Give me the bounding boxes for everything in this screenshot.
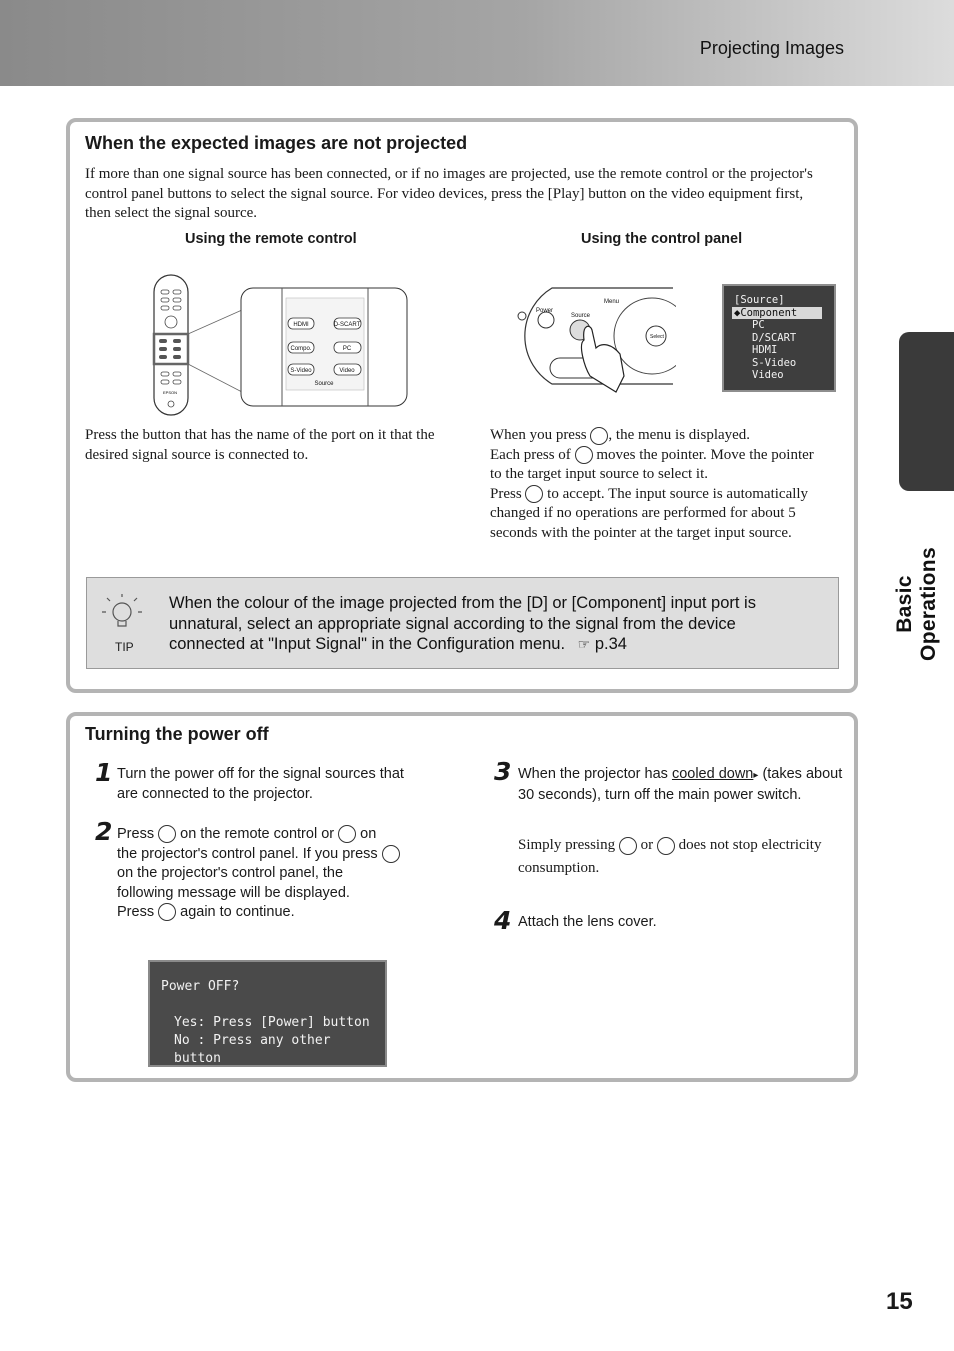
source-item: S-Video bbox=[752, 356, 797, 369]
source-item: HDMI bbox=[752, 344, 778, 356]
step-text: Press bbox=[117, 826, 155, 842]
off-button-icon bbox=[619, 837, 637, 855]
panel-heading: Using the control panel bbox=[581, 231, 743, 247]
page-header-bar bbox=[0, 0, 954, 86]
note-text: does not stop electricity consumption. bbox=[518, 837, 822, 876]
header-title: Projecting Images bbox=[699, 38, 844, 58]
step-number: 3 bbox=[494, 757, 512, 786]
remote-btn-dscart: D-SCART bbox=[333, 322, 361, 328]
osd-line: Yes: Press [Power] button bbox=[174, 1015, 370, 1030]
panel-text-line: When you press bbox=[490, 427, 587, 443]
link-arrow-icon: ▸ bbox=[753, 770, 759, 781]
page-number: 15 bbox=[886, 1288, 913, 1315]
tip-body: When the colour of the image projected from the [D] or [Component] input port is unnatural, select an appropriate signal according to the signal from the device connected at "Input Signal" in the Configuration menu. bbox=[169, 594, 756, 653]
step-text: again to continue. bbox=[180, 904, 295, 920]
note-text: Simply pressing bbox=[518, 837, 616, 853]
step-text: following message will be displayed. bbox=[117, 884, 350, 901]
source-item: D/SCART bbox=[752, 331, 797, 344]
panel-menu-label: Menu bbox=[604, 299, 620, 305]
osd-line: Power OFF? bbox=[161, 979, 240, 994]
section-tab bbox=[899, 332, 954, 491]
step-number: 1 bbox=[95, 758, 113, 787]
source-menu-selected: ◆Component bbox=[732, 307, 822, 320]
remote-source-label: Source bbox=[314, 381, 334, 387]
step-text: Press bbox=[117, 904, 155, 920]
remote-btn-compo: Compo. bbox=[290, 346, 312, 352]
source-button-icon bbox=[590, 427, 608, 445]
step-text: (takes about 30 seconds), turn off the main power switch. bbox=[518, 766, 843, 803]
note-text: or bbox=[640, 837, 654, 853]
remote-brand: EPSON bbox=[163, 390, 178, 395]
panel-select-label: Select bbox=[650, 334, 664, 340]
panel-text-line: to the target input source to select it. bbox=[490, 466, 708, 482]
panel-source-label: Source bbox=[571, 313, 591, 319]
source-button-icon bbox=[575, 446, 593, 464]
reference-pointer-icon: ☞ bbox=[577, 636, 591, 652]
remote-heading: Using the remote control bbox=[185, 231, 357, 247]
tip-page-ref[interactable]: p.34 bbox=[594, 635, 627, 653]
remote-btn-video: Video bbox=[339, 368, 355, 374]
power-button-icon bbox=[158, 903, 176, 921]
power-button-icon bbox=[338, 825, 356, 843]
lightbulb-icon bbox=[100, 592, 144, 636]
power-off-osd bbox=[148, 960, 387, 1067]
step-text: on the projector's control panel, the bbox=[117, 865, 344, 881]
panel-text-line: Press bbox=[490, 485, 522, 502]
panel-text-line: seconds with the pointer at the target input source. bbox=[490, 524, 792, 541]
remote-instructions: Press the button that has the name of the port on it that the desired signal source is connected to. bbox=[85, 427, 435, 463]
section2-heading: Turning the power off bbox=[85, 724, 269, 744]
step3-note bbox=[518, 834, 823, 880]
source-item: PC bbox=[752, 319, 765, 331]
step-number: 2 bbox=[95, 817, 113, 846]
power-button-icon bbox=[382, 845, 400, 863]
control-panel-illustration bbox=[492, 284, 676, 396]
panel-text-line: moves the pointer. Move the pointer bbox=[596, 446, 814, 463]
power-button-icon bbox=[657, 837, 675, 855]
panel-text-line: Each press of bbox=[490, 446, 571, 463]
source-menu-osd bbox=[722, 284, 836, 392]
step-text: When the projector has bbox=[518, 766, 668, 782]
step4-text: Attach the lens cover. bbox=[518, 914, 657, 930]
source-item: Video bbox=[752, 369, 784, 381]
step2-text bbox=[117, 825, 447, 923]
source-menu-title: [Source] bbox=[734, 294, 785, 306]
remote-btn-hdmi: HDMI bbox=[293, 322, 309, 328]
panel-text-line: , the menu is displayed. bbox=[608, 427, 751, 443]
step-text: on bbox=[360, 826, 377, 842]
remote-control-illustration bbox=[150, 272, 410, 420]
step-number: 4 bbox=[494, 906, 512, 935]
section1-heading: When the expected images are not projected bbox=[85, 133, 468, 153]
remote-btn-pc: PC bbox=[342, 346, 352, 352]
panel-text-line: changed if no operations are performed for about 5 bbox=[490, 505, 796, 521]
remote-btn-svideo: S-Video bbox=[290, 368, 312, 374]
cooled-down-link[interactable]: cooled down bbox=[671, 766, 754, 782]
off-button-icon bbox=[158, 825, 176, 843]
panel-instructions bbox=[490, 426, 840, 543]
select-button-icon bbox=[525, 485, 543, 503]
panel-text-line: to accept. The input source is automatically bbox=[547, 485, 809, 502]
tip-label: TIP bbox=[115, 640, 134, 654]
section1-intro: If more than one signal source has been connected, or if no images are projected, use the remote control or the projector's control panel buttons to select the signal source. For video devices, press the [Play] button on the video equipment first, then select the signal source. bbox=[85, 166, 813, 221]
step-text: the projector's control panel. If you press bbox=[117, 845, 378, 862]
tip-text bbox=[169, 593, 809, 655]
step-text: on the remote control or bbox=[180, 826, 335, 842]
source-menu-selected-label: Component bbox=[740, 306, 798, 319]
step3-text bbox=[518, 765, 843, 805]
section-label: Basic Operations bbox=[893, 547, 940, 661]
panel-power-label: Power bbox=[536, 308, 554, 314]
step1-text: Turn the power off for the signal sources that are connected to the projector. bbox=[117, 766, 404, 802]
osd-line: No : Press any other button bbox=[174, 1033, 331, 1066]
